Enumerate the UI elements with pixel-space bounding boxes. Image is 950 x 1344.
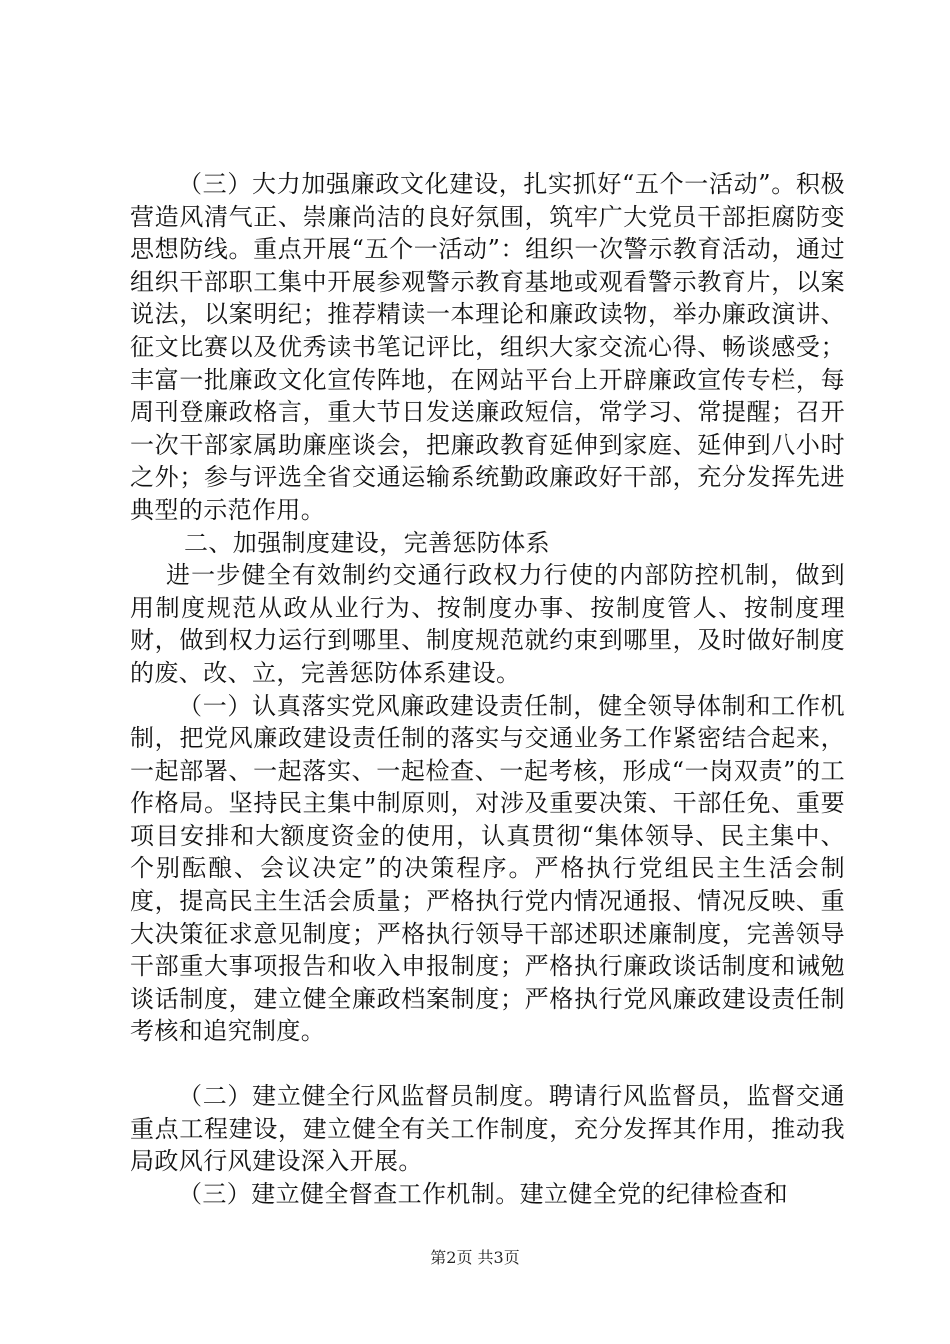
- paragraph-spacer: [130, 1048, 845, 1080]
- section-heading-system-building: 二、加强制度建设，完善惩防体系: [184, 528, 550, 557]
- paragraph-supervisor-system: （二）建立健全行风监督员制度。聘请行风监督员，监督交通重点工程建设，建立健全有关工作制度，充分发挥其作用，推动我局政风行风建设深入开展。: [130, 1082, 845, 1176]
- document-body: [130, 168, 845, 1210]
- paragraph-inspection-mechanism: （三）建立健全督查工作机制。建立健全党的纪律检查和: [178, 1179, 788, 1208]
- page-number-footer: 第2页 共3页: [430, 1248, 520, 1267]
- paragraph-culture-building: （三）大力加强廉政文化建设，扎实抓好“五个一活动”。积极营造风清气正、崇廉尚洁的良好氛围，筑牢广大党员干部拒腐防变思想防线。重点开展“五个一活动”：组织一次警示教育活动，通过组织干部职工集中开展参观警示教育基地或观看警示教育片，以案说法，以案明纪；推荐精读一本理论和廉政读物，举办廉政演讲、征文比赛以及优秀读书笔记评比，组织大家交流心得、畅谈感受；丰富一批廉政文化宣传阵地，在网站平台上开辟廉政宣传专栏，每周刊登廉政格言，重大节日发送廉政短信，常学习、常提醒；召开一次干部家属助廉座谈会，把廉政教育延伸到家庭、延伸到八小时之外；参与评选全省交通运输系统勤政廉政好干部，充分发挥先进典型的示范作用。: [130, 170, 845, 524]
- paragraph-internal-controls: 进一步健全有效制约交通行政权力行使的内部防控机制，做到用制度规范从政从业行为、按制度办事、按制度管人、按制度理财，做到权力运行到哪里、制度规范就约束到哪里，及时做好制度的废、改、立，完善惩防体系建设。: [130, 561, 845, 687]
- paragraph-responsibility-system: （一）认真落实党风廉政建设责任制，健全领导体制和工作机制，把党风廉政建设责任制的落实与交通业务工作紧密结合起来，一起部署、一起落实、一起检查、一起考核，形成“一岗双责”的工作格局。坚持民主集中制原则，对涉及重要决策、干部任免、重要项目安排和大额度资金的使用，认真贯彻“集体领导、民主集中、个别酝酿、会议决定”的决策程序。严格执行党组民主生活会制度，提高民主生活会质量；严格执行党内情况通报、情况反映、重大决策征求意见制度；严格执行领导干部述职述廉制度，完善领导干部重大事项报告和收入申报制度；严格执行廉政谈话制度和诫勉谈话制度，建立健全廉政档案制度；严格执行党风廉政建设责任制考核和追究制度。: [130, 691, 845, 1046]
